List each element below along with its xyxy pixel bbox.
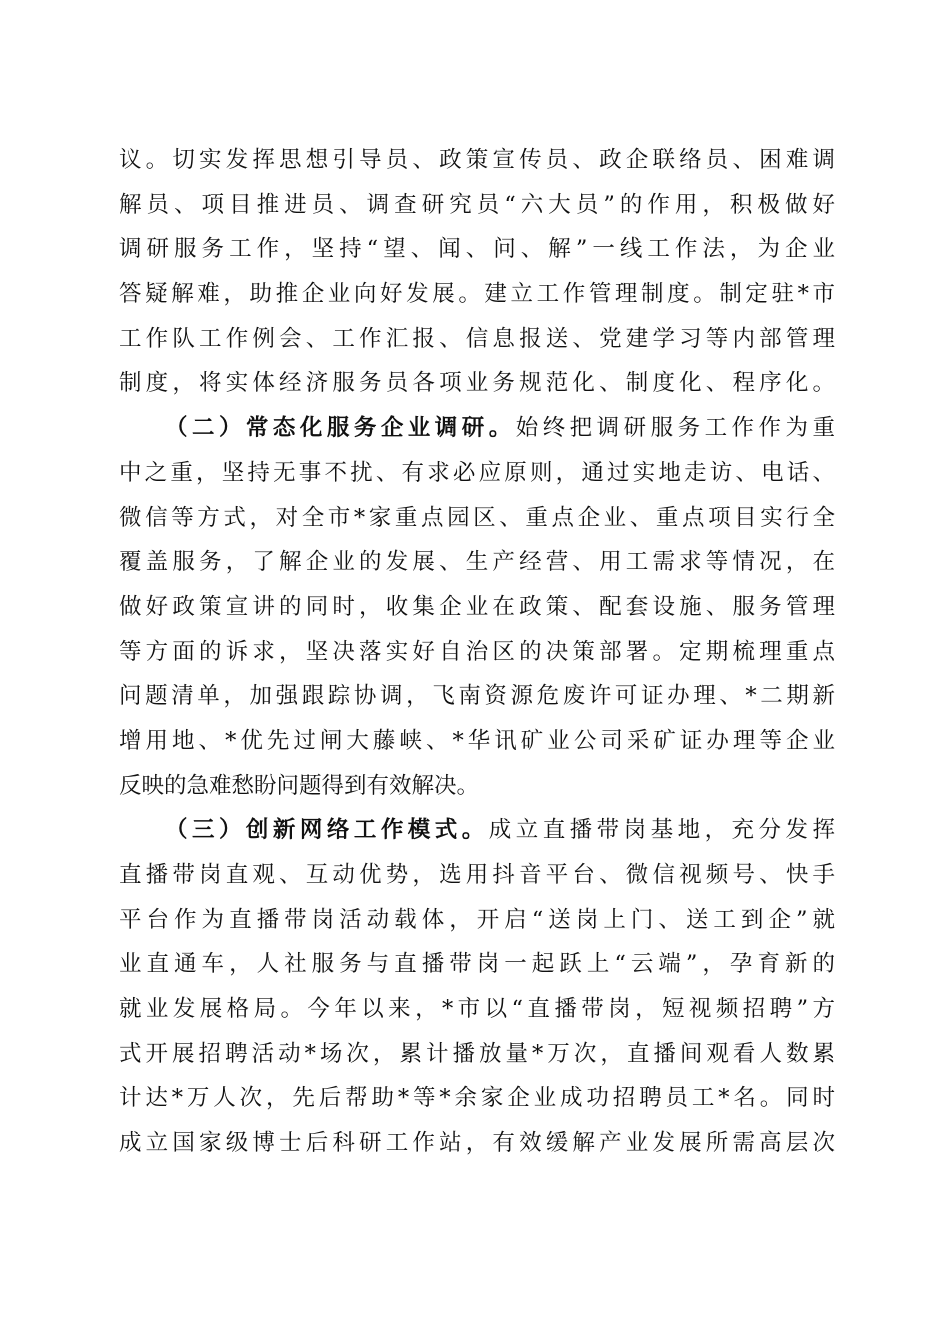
paragraph-3-line: 业直通车，人社服务与直播带岗一起跃上“云端”，孕育新的 <box>119 951 835 978</box>
paragraph-2-line: 等方面的诉求，坚决落实好自治区的决策部署。定期梳理重点 <box>119 638 835 665</box>
paragraph-1-line: 工作队工作例会、工作汇报、信息报送、党建学习等内部管理 <box>119 325 835 352</box>
paragraph-3-line: 平台作为直播带岗活动载体，开启“送岗上门、送工到企”就 <box>119 906 835 933</box>
paragraph-3-line: 直播带岗直观、互动优势，选用抖音平台、微信视频号、快手 <box>119 862 835 888</box>
paragraph-2-first-line <box>119 406 835 451</box>
paragraph-3-line: 计达*万人次，先后帮助*等*余家企业成功招聘员工*名。同时 <box>119 1085 835 1112</box>
paragraph-2-line: 问题清单，加强跟踪协调，飞南资源危废许可证办理、*二期新 <box>119 683 835 710</box>
paragraph-2-line: 增用地、*优先过闸大藤峡、*华讯矿业公司采矿证办理等企业 <box>119 727 835 754</box>
section-heading-3: （三）创新网络工作模式。 <box>165 817 489 844</box>
paragraph-2-first-line-text: 始终把调研服务工作作为重 <box>515 415 835 442</box>
paragraph-3-first-line <box>119 808 835 853</box>
document-body <box>119 138 835 1166</box>
paragraph-2-line: 做好政策宣讲的同时，收集企业在政策、配套设施、服务管理 <box>119 593 835 620</box>
paragraph-2-line: 覆盖服务，了解企业的发展、生产经营、用工需求等情况，在 <box>119 549 835 576</box>
section-heading-2: （二）常态化服务企业调研。 <box>165 415 516 442</box>
paragraph-3-first-line-text: 成立直播带岗基地，充分发挥 <box>488 817 835 844</box>
paragraph-2-line: 微信等方式，对全市*家重点园区、重点企业、重点项目实行全 <box>119 504 835 531</box>
paragraph-1-line: 制度，将实体经济服务员各项业务规范化、制度化、程序化。 <box>119 370 835 397</box>
paragraph-3-line: 成立国家级博士后科研工作站，有效缓解产业发展所需高层次 <box>119 1130 835 1157</box>
paragraph-1-line: 调研服务工作，坚持“望、闻、问、解”一线工作法，为企业 <box>119 236 835 263</box>
paragraph-2-line: 中之重，坚持无事不扰、有求必应原则，通过实地走访、电话、 <box>119 459 835 486</box>
paragraph-1-line: 答疑解难，助推企业向好发展。建立工作管理制度。制定驻*市 <box>119 281 835 308</box>
paragraph-2-line: 反映的急难愁盼问题得到有效解决。 <box>119 772 480 799</box>
paragraph-3-line: 式开展招聘活动*场次，累计播放量*万次，直播间观看人数累 <box>119 1040 835 1067</box>
paragraph-3-line: 就业发展格局。今年以来，*市以“直播带岗，短视频招聘”方 <box>119 996 835 1023</box>
paragraph-1-line: 解员、项目推进员、调查研究员“六大员”的作用，积极做好 <box>119 191 835 218</box>
paragraph-1-line: 议。切实发挥思想引导员、政策宣传员、政企联络员、困难调 <box>119 147 835 173</box>
